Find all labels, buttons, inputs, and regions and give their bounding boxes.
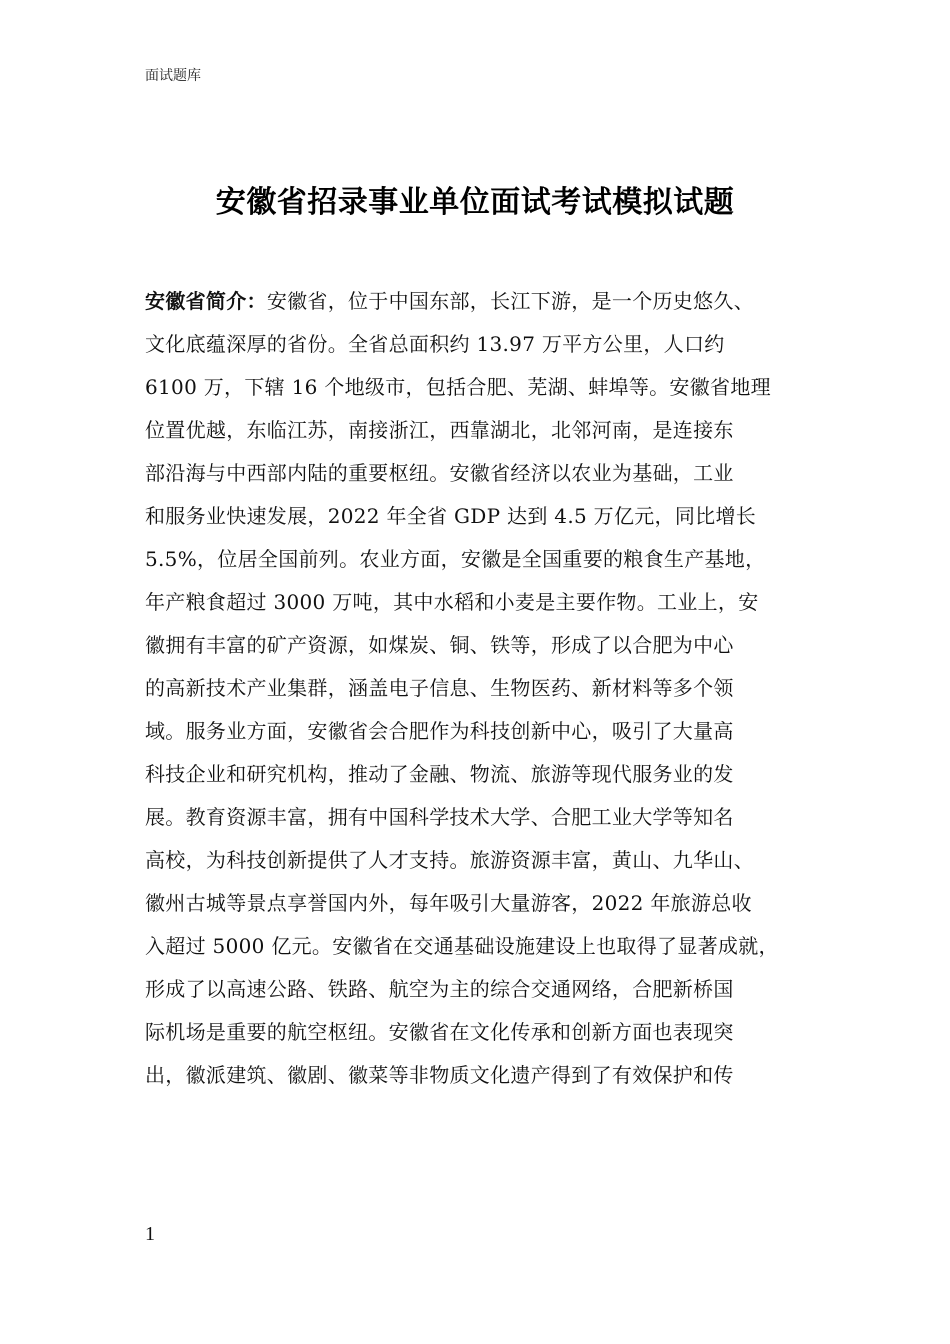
- paragraph-line: 域。服务业方面，安徽省会合肥作为科技创新中心，吸引了大量高: [145, 719, 734, 743]
- body-paragraph: [145, 280, 835, 1097]
- paragraph-line: 形成了以高速公路、铁路、航空为主的综合交通网络，合肥新桥国: [145, 977, 734, 1001]
- paragraph-line: 文化底蕴深厚的省份。全省总面积约 13.97 万平方公里，人口约: [145, 332, 725, 356]
- paragraph-line: 和服务业快速发展，2022 年全省 GDP 达到 4.5 万亿元，同比增长: [145, 504, 757, 528]
- paragraph-line-text: 安徽省，位于中国东部，长江下游，是一个历史悠久、: [266, 289, 755, 313]
- paragraph-line: 入超过 5000 亿元。安徽省在交通基础设施建设上也取得了显著成就，: [145, 934, 779, 958]
- page-header: 面试题库: [145, 68, 201, 84]
- paragraph-line: 的高新技术产业集群，涵盖电子信息、生物医药、新材料等多个领: [145, 676, 734, 700]
- paragraph-line: 部沿海与中西部内陆的重要枢纽。安徽省经济以农业为基础，工业: [145, 461, 734, 485]
- paragraph-line: 科技企业和研究机构，推动了金融、物流、旅游等现代服务业的发: [145, 762, 734, 786]
- paragraph-line: 徽州古城等景点享誉国内外，每年吸引大量游客，2022 年旅游总收: [145, 891, 752, 915]
- lead-label: 安徽省简介：: [145, 289, 267, 313]
- page-number: 1: [145, 1223, 155, 1245]
- paragraph-line: 出，徽派建筑、徽剧、徽菜等非物质文化遗产得到了有效保护和传: [145, 1063, 734, 1087]
- paragraph-line: [145, 280, 835, 323]
- paragraph-line: 6100 万，下辖 16 个地级市，包括合肥、芜湖、蚌埠等。安徽省地理: [145, 375, 771, 399]
- paragraph-line: 徽拥有丰富的矿产资源，如煤炭、铜、铁等，形成了以合肥为中心: [145, 633, 734, 657]
- document-title: 安徽省招录事业单位面试考试模拟试题: [215, 185, 735, 220]
- paragraph-line: 位置优越，东临江苏，南接浙江，西靠湖北，北邻河南，是连接东: [145, 418, 734, 442]
- paragraph-line: 年产粮食超过 3000 万吨，其中水稻和小麦是主要作物。工业上，安: [145, 590, 759, 614]
- paragraph-line: 高校，为科技创新提供了人才支持。旅游资源丰富，黄山、九华山、: [145, 848, 754, 872]
- paragraph-line: 5.5%，位居全国前列。农业方面，安徽是全国重要的粮食生产基地，: [145, 547, 766, 571]
- paragraph-line: 际机场是重要的航空枢纽。安徽省在文化传承和创新方面也表现突: [145, 1020, 734, 1044]
- paragraph-line: 展。教育资源丰富，拥有中国科学技术大学、合肥工业大学等知名: [145, 805, 734, 829]
